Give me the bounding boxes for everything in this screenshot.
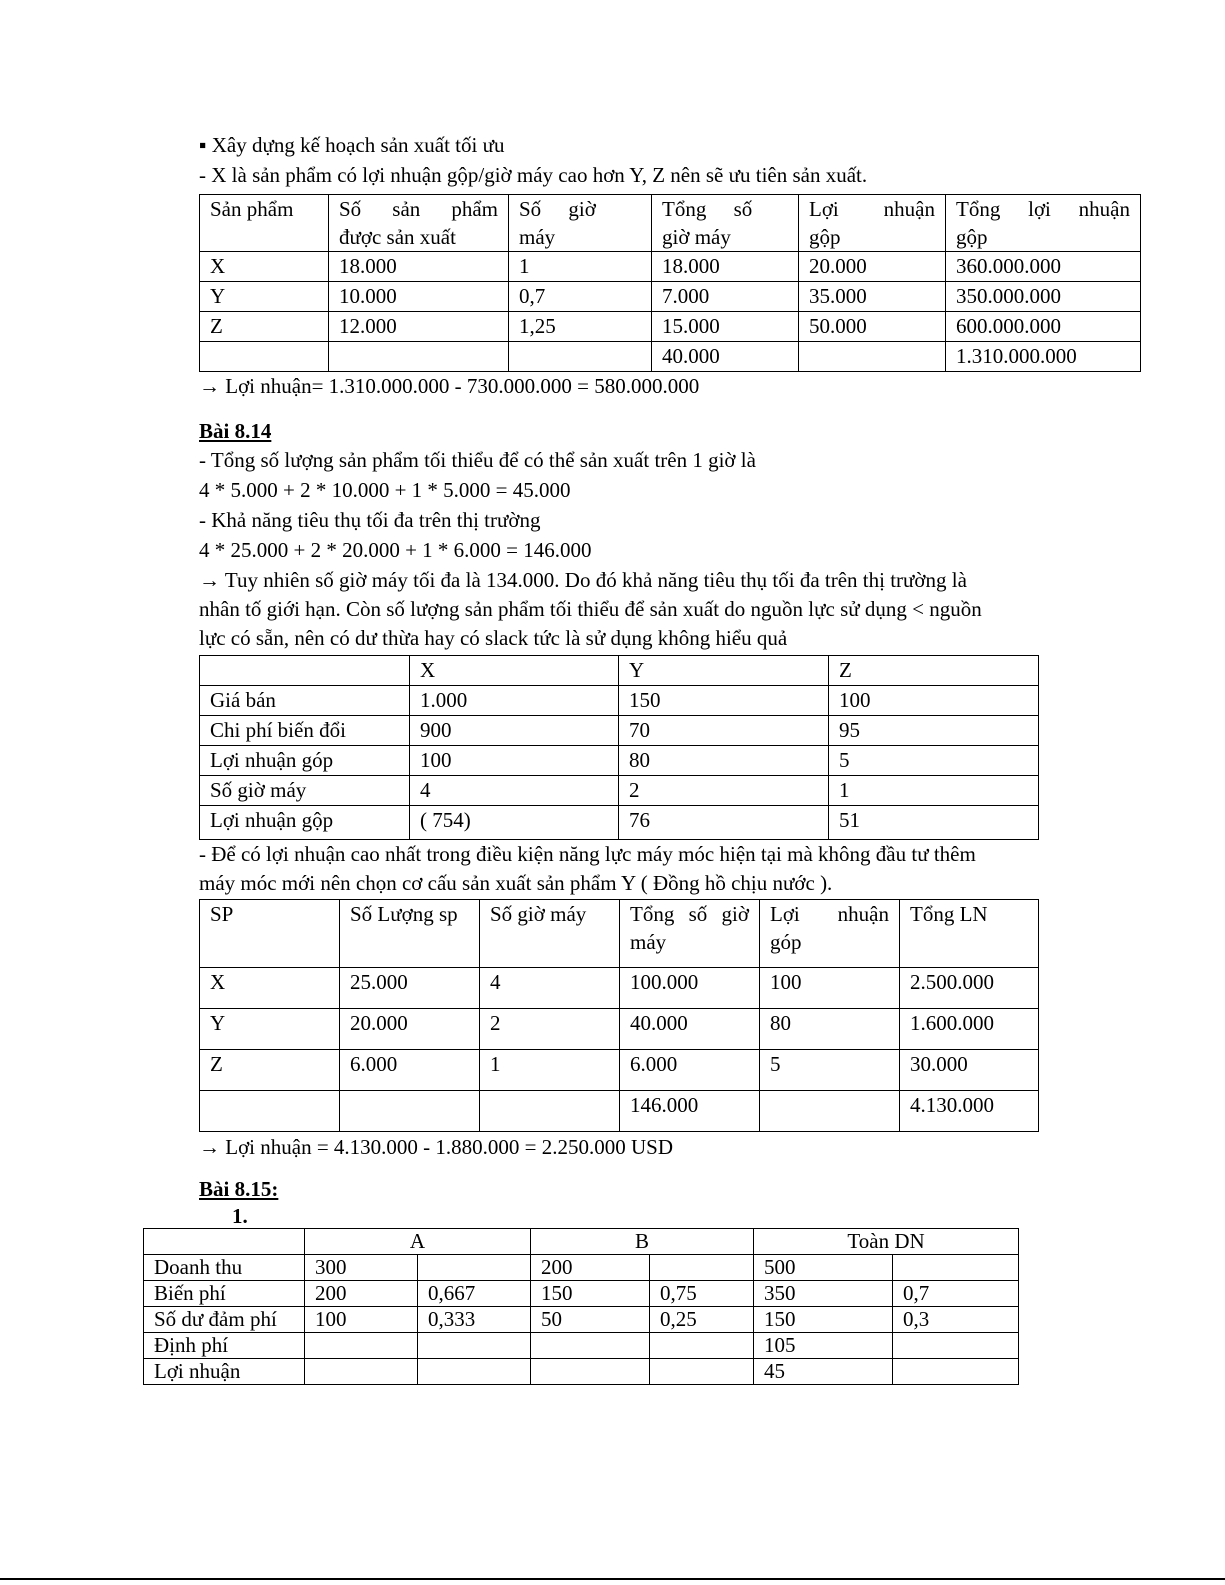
cell: 100 [305, 1307, 418, 1333]
header-cell: Tổng lợi nhuận gộp [946, 195, 1141, 252]
cell: 25.000 [340, 968, 480, 1009]
cell [509, 342, 652, 372]
header-cell: Y [619, 656, 829, 686]
cell: 0,25 [650, 1307, 754, 1333]
cell: 5 [829, 746, 1039, 776]
table-header-row [200, 900, 1039, 968]
cell: 0,3 [893, 1307, 1019, 1333]
table-row [144, 1255, 1019, 1281]
cell [893, 1333, 1019, 1359]
cell [650, 1333, 754, 1359]
cell [340, 1091, 480, 1132]
header-cell: Số sản phẩm được sản xuất [329, 195, 509, 252]
cell: 100 [829, 686, 1039, 716]
table-total-row [200, 342, 1141, 372]
cell: 150 [619, 686, 829, 716]
header-cell: A [305, 1229, 531, 1255]
cell: 18.000 [329, 252, 509, 282]
table-row [144, 1359, 1019, 1385]
cell: 300 [305, 1255, 418, 1281]
cell: 70 [619, 716, 829, 746]
header-cell: Số giờ máy [480, 900, 620, 968]
header-cell: Tổng số giờ máy [620, 900, 760, 968]
cell: X [200, 252, 329, 282]
cell: Lợi nhuận [144, 1359, 305, 1385]
paragraph-line: - Khả năng tiêu thụ tối đa trên thị trường [199, 508, 541, 532]
cell: 0,333 [418, 1307, 531, 1333]
table-row [200, 312, 1141, 342]
cell [200, 342, 329, 372]
paragraph-line: 4 * 5.000 + 2 * 10.000 + 1 * 5.000 = 45.000 [199, 478, 571, 502]
paragraph-line: 4 * 25.000 + 2 * 20.000 + 1 * 6.000 = 146.000 [199, 538, 592, 562]
cell: 0,75 [650, 1281, 754, 1307]
cell: 350.000.000 [946, 282, 1141, 312]
cell: 0,7 [509, 282, 652, 312]
table-total-row [200, 1091, 1039, 1132]
header-cell: B [531, 1229, 754, 1255]
cell: 5 [760, 1050, 900, 1091]
cell: Lợi nhuận gộp [200, 806, 410, 840]
cell: 50.000 [799, 312, 946, 342]
cell: 95 [829, 716, 1039, 746]
cell [200, 1091, 340, 1132]
cell: ( 754) [410, 806, 619, 840]
table-row [200, 806, 1039, 840]
cell: 45 [754, 1359, 893, 1385]
paragraph-line: lực có sẵn, nên có dư thừa hay có slack tức là sử dụng không hiểu quả [199, 626, 788, 650]
cell: 15.000 [652, 312, 799, 342]
cell: Y [200, 1009, 340, 1050]
cell: 2.500.000 [900, 968, 1039, 1009]
cell [329, 342, 509, 372]
cell: 0,7 [893, 1281, 1019, 1307]
table-row [200, 1009, 1039, 1050]
table-row [200, 716, 1039, 746]
cell: 360.000.000 [946, 252, 1141, 282]
cell [799, 342, 946, 372]
cell [650, 1359, 754, 1385]
cell: 100 [760, 968, 900, 1009]
table-header-row [144, 1229, 1019, 1255]
table-row [200, 968, 1039, 1009]
cell: 900 [410, 716, 619, 746]
item-number: 1. [232, 1204, 248, 1228]
plan-heading [199, 131, 504, 160]
cell: 1 [829, 776, 1039, 806]
table-row [200, 1050, 1039, 1091]
cell: 1 [509, 252, 652, 282]
table-header-row [200, 656, 1039, 686]
cell: 10.000 [329, 282, 509, 312]
cell: Z [200, 312, 329, 342]
cell: 12.000 [329, 312, 509, 342]
table-row [144, 1281, 1019, 1307]
cell [305, 1359, 418, 1385]
cell: 20.000 [340, 1009, 480, 1050]
cell: Y [200, 282, 329, 312]
header-cell: Số giờ máy [509, 195, 652, 252]
cell: 100 [410, 746, 619, 776]
cell: 105 [754, 1333, 893, 1359]
header-cell: Toàn DN [754, 1229, 1019, 1255]
cell [760, 1091, 900, 1132]
profit-result-1: → Lợi nhuận= 1.310.000.000 - 730.000.000 = 580.000.000 [199, 374, 700, 398]
cell: Định phí [144, 1333, 305, 1359]
cell: Biến phí [144, 1281, 305, 1307]
cell: 350 [754, 1281, 893, 1307]
paragraph-line: - Để có lợi nhuận cao nhất trong điều kiện năng lực máy móc hiện tại mà không đầu tư thêm [199, 842, 976, 866]
cell [893, 1359, 1019, 1385]
cell [531, 1359, 650, 1385]
cell: 146.000 [620, 1091, 760, 1132]
cell: Số giờ máy [200, 776, 410, 806]
section-title-8-14: Bài 8.14 [199, 419, 272, 443]
product-margin-table [199, 655, 1039, 840]
cell [418, 1359, 531, 1385]
cell: 6.000 [620, 1050, 760, 1091]
cell: 4 [410, 776, 619, 806]
cell [418, 1255, 531, 1281]
table-row [200, 686, 1039, 716]
cell: 0,667 [418, 1281, 531, 1307]
cell: 20.000 [799, 252, 946, 282]
table-row [144, 1307, 1019, 1333]
cell: 150 [531, 1281, 650, 1307]
header-cell: Tổng số giờ máy [652, 195, 799, 252]
paragraph-line: → Tuy nhiên số giờ máy tối đa là 134.000. Do đó khả năng tiêu thụ tối đa trên thị trường là [199, 568, 967, 592]
cell: X [200, 968, 340, 1009]
cell: 35.000 [799, 282, 946, 312]
cell: 2 [619, 776, 829, 806]
cell [418, 1333, 531, 1359]
cell: 76 [619, 806, 829, 840]
cell: Lợi nhuận góp [200, 746, 410, 776]
page-bottom-rule [0, 1578, 1225, 1580]
header-cell: Z [829, 656, 1039, 686]
cell: 1,25 [509, 312, 652, 342]
plan-heading-text: Xây dựng kế hoạch sản xuất tối ưu [211, 133, 505, 157]
paragraph-line: nhân tố giới hạn. Còn số lượng sản phẩm tối thiểu để sản xuất do nguồn lực sử dụng < nguồn [199, 597, 982, 621]
contribution-table [143, 1228, 1019, 1385]
cell: 600.000.000 [946, 312, 1141, 342]
cell: 1.310.000.000 [946, 342, 1141, 372]
cell: 7.000 [652, 282, 799, 312]
table-row [200, 776, 1039, 806]
header-cell: SP [200, 900, 340, 968]
cell: 1 [480, 1050, 620, 1091]
cell: 500 [754, 1255, 893, 1281]
cell: Chi phí biến đổi [200, 716, 410, 746]
table-row [144, 1333, 1019, 1359]
table-row [200, 746, 1039, 776]
paragraph-line: máy móc mới nên chọn cơ cấu sản xuất sản phẩm Y ( Đồng hồ chịu nước ). [199, 871, 833, 895]
cell: 6.000 [340, 1050, 480, 1091]
header-cell [144, 1229, 305, 1255]
cell: 50 [531, 1307, 650, 1333]
header-cell: Sản phẩm [200, 195, 329, 252]
cell [893, 1255, 1019, 1281]
header-cell: Tổng LN [900, 900, 1039, 968]
cell: 80 [760, 1009, 900, 1050]
cell: 100.000 [620, 968, 760, 1009]
cell: Z [200, 1050, 340, 1091]
cell: 150 [754, 1307, 893, 1333]
header-cell [200, 656, 410, 686]
paragraph-line: - Tổng số lượng sản phẩm tối thiểu để có thể sản xuất trên 1 giờ là [199, 448, 756, 472]
cell: 200 [531, 1255, 650, 1281]
cell: 80 [619, 746, 829, 776]
profit-result-2: → Lợi nhuận = 4.130.000 - 1.880.000 = 2.250.000 USD [199, 1135, 674, 1159]
optimal-mix-table [199, 899, 1039, 1132]
cell [305, 1333, 418, 1359]
table-row [200, 252, 1141, 282]
cell: 51 [829, 806, 1039, 840]
header-cell: Số Lượng sp [340, 900, 480, 968]
section-title-8-15: Bài 8.15: [199, 1177, 279, 1201]
table-row [200, 282, 1141, 312]
cell: 1.600.000 [900, 1009, 1039, 1050]
cell: 1.000 [410, 686, 619, 716]
cell: Doanh thu [144, 1255, 305, 1281]
header-cell: X [410, 656, 619, 686]
cell: 4 [480, 968, 620, 1009]
production-plan-table [199, 194, 1141, 372]
cell: 18.000 [652, 252, 799, 282]
cell: 30.000 [900, 1050, 1039, 1091]
cell: 40.000 [652, 342, 799, 372]
cell: 40.000 [620, 1009, 760, 1050]
bullet-icon: ▪ [199, 133, 207, 157]
cell: 4.130.000 [900, 1091, 1039, 1132]
cell [531, 1333, 650, 1359]
table-header-row [200, 195, 1141, 252]
cell: 2 [480, 1009, 620, 1050]
header-cell: Lợi nhuận góp [760, 900, 900, 968]
cell: Giá bán [200, 686, 410, 716]
header-cell: Lợi nhuận gộp [799, 195, 946, 252]
cell: 200 [305, 1281, 418, 1307]
cell: Số dư đảm phí [144, 1307, 305, 1333]
cell [480, 1091, 620, 1132]
priority-note: - X là sản phẩm có lợi nhuận gộp/giờ máy cao hơn Y, Z nên sẽ ưu tiên sản xuất. [199, 163, 868, 187]
cell [650, 1255, 754, 1281]
